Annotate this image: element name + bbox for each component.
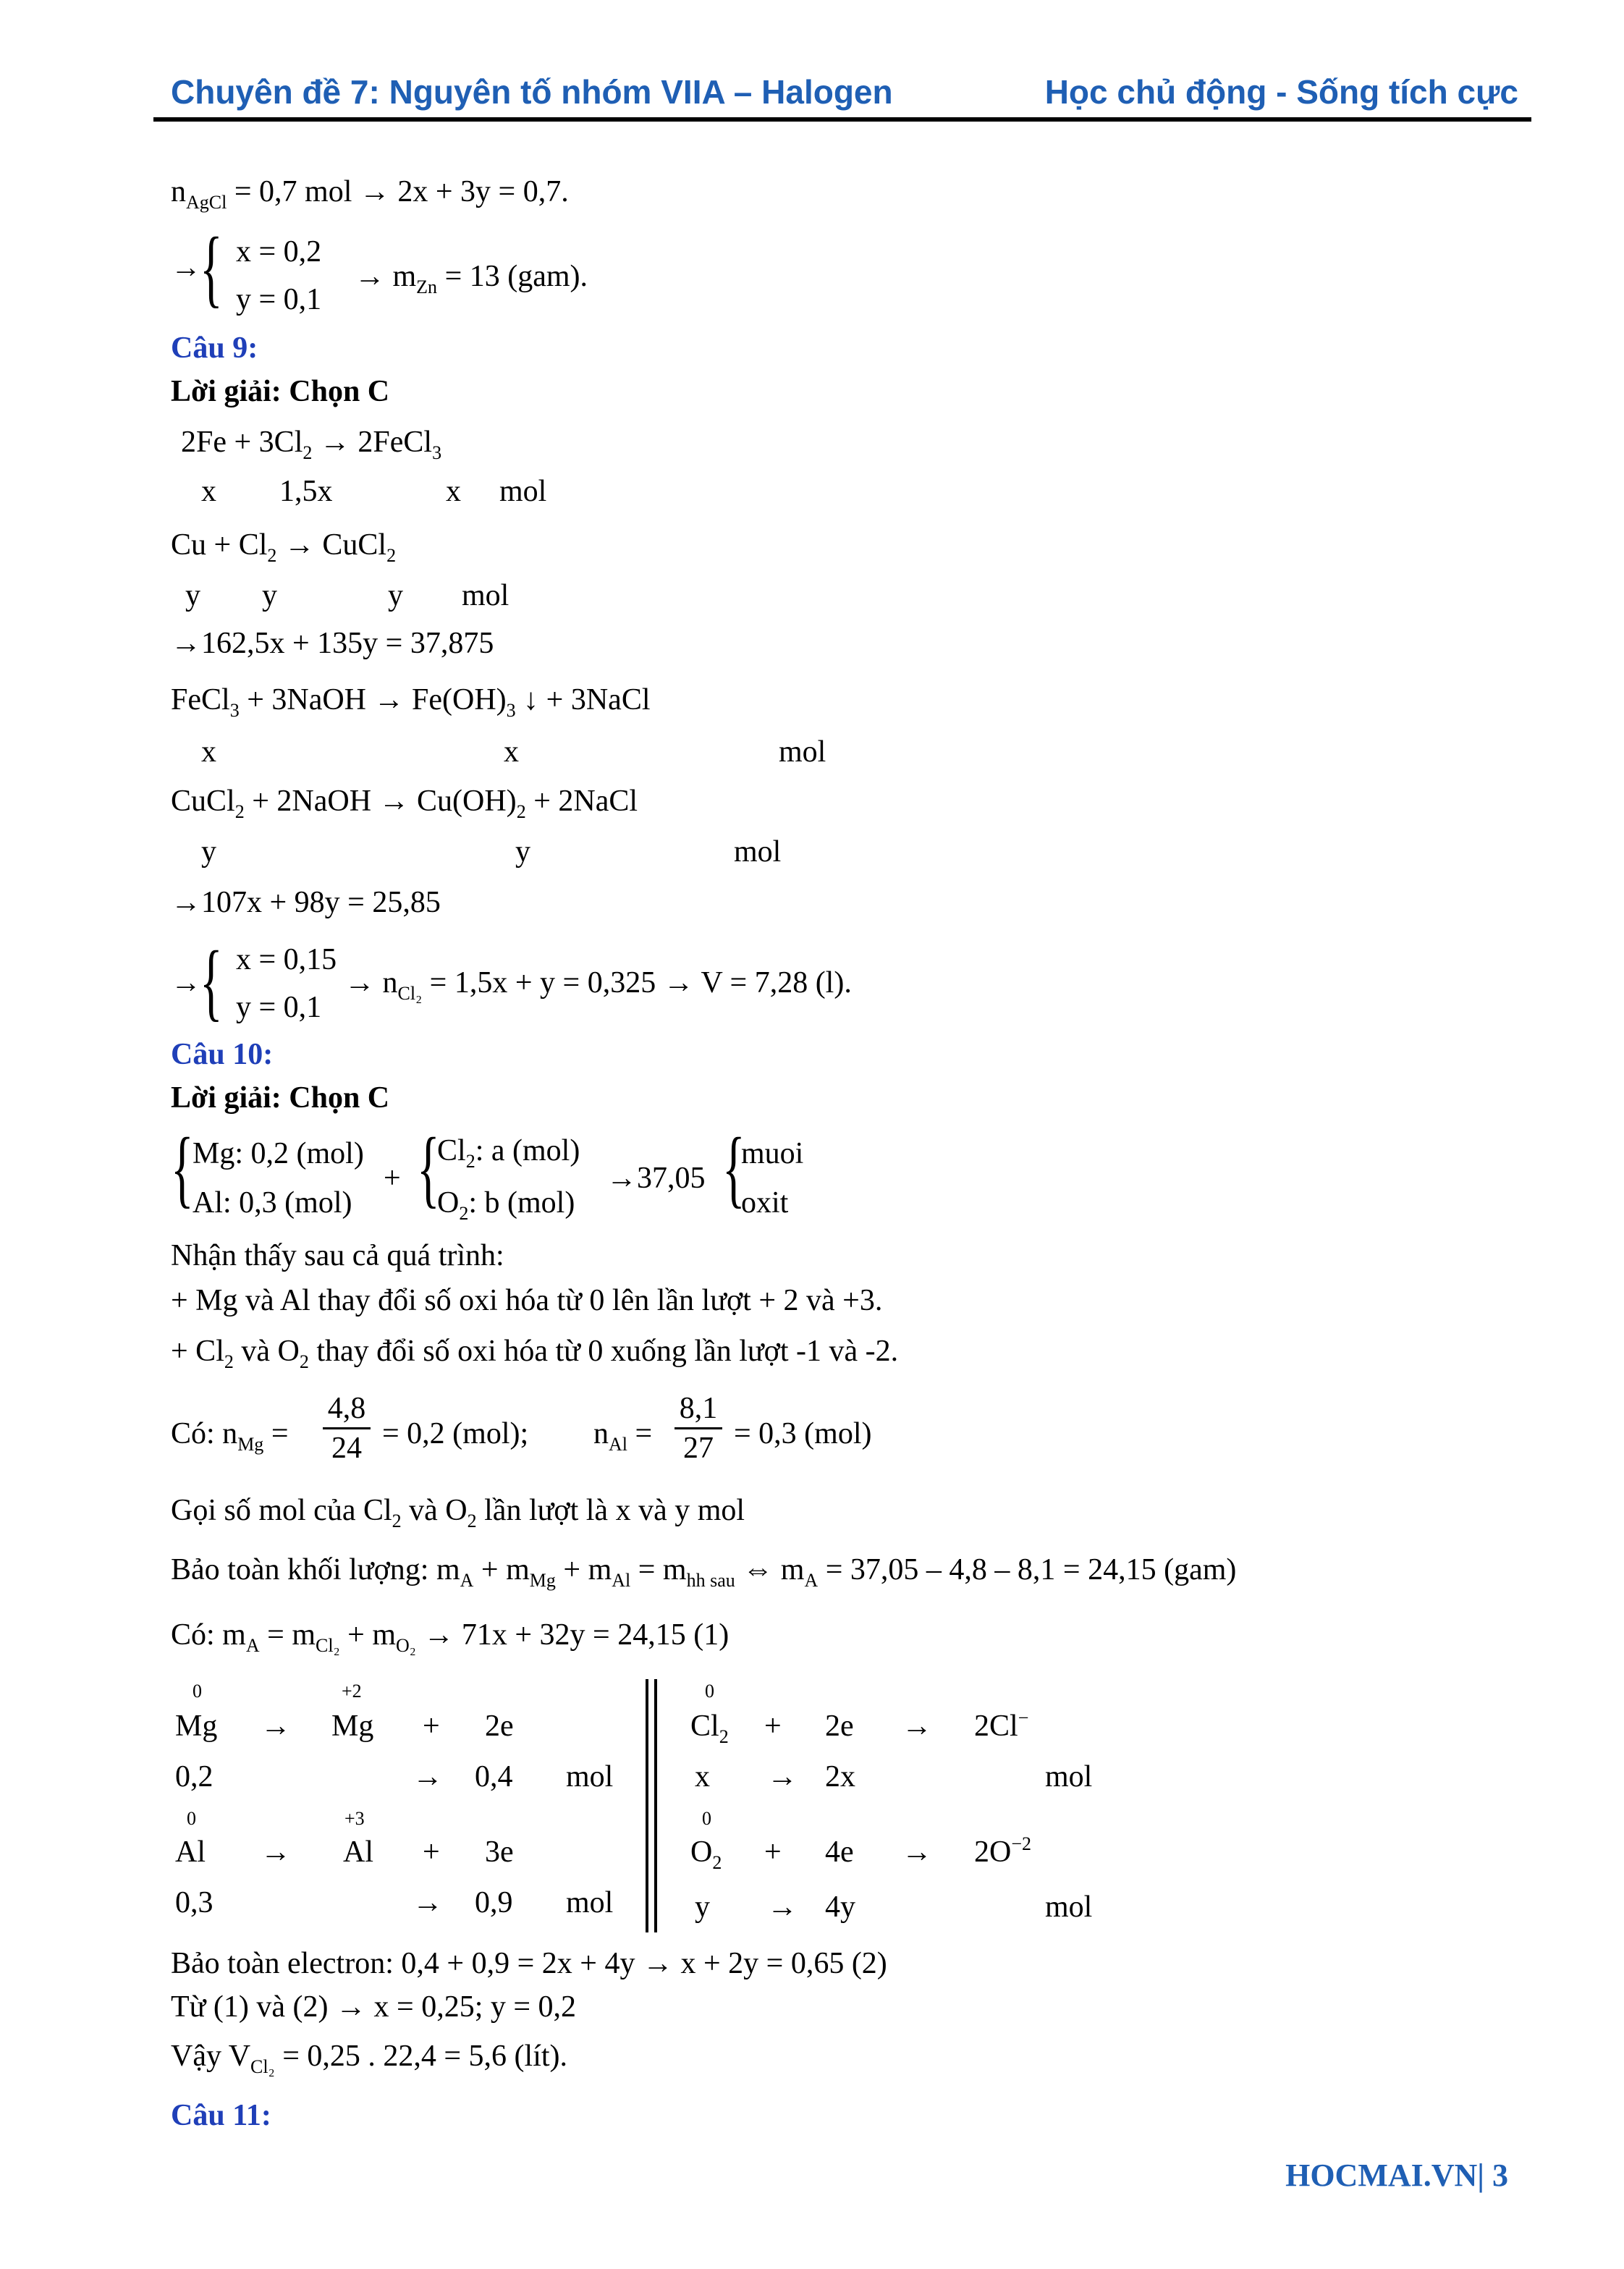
- q9-r1-x2: x: [446, 475, 461, 508]
- brace: {: [200, 219, 223, 316]
- plus: +: [764, 1835, 782, 1869]
- q9-r1-x: x: [201, 475, 216, 508]
- q10-mass: →37,05: [606, 1162, 706, 1195]
- ox-0: 0: [705, 1681, 714, 1702]
- q10-goi: Gọi số mol của $Cl_2$ và $O_2$ lần lượt là x và y mol: [171, 1494, 745, 1531]
- 3e: 3e: [485, 1835, 514, 1869]
- q10-mg: Mg: 0,2 (mol): [193, 1137, 364, 1170]
- ox-0: 0: [193, 1681, 202, 1702]
- q10-nal: $n_{Al}$ =: [593, 1417, 653, 1455]
- y: y: [695, 1890, 710, 1924]
- q10-bte: Bảo toàn electron: 0,4 + 0,9 = 2x + 4y → x + 2y = 0,65 (2): [171, 1947, 887, 1980]
- q10-note3: + $Cl_2$ và $O_2$ thay đổi số oxi hóa từ 0 xuống lần lượt -1 và -2.: [171, 1335, 899, 1372]
- brace: {: [417, 1120, 440, 1216]
- header-slogan: Học chủ động - Sống tích cực: [1044, 73, 1518, 111]
- arrow: →: [261, 1710, 291, 1743]
- q9-r4-mol: mol: [734, 835, 782, 869]
- arrow: →: [767, 1890, 798, 1924]
- arrow: →: [767, 1760, 798, 1793]
- q10-o2: $O_2$: b (mol): [437, 1186, 575, 1224]
- o2: $O_2$: [690, 1835, 722, 1873]
- q9-sum1: →162,5x + 135y = 37,875: [171, 627, 494, 660]
- q10-mg-val: = 0,2 (mol);: [382, 1417, 529, 1450]
- q9-sys-x: x = 0,15: [236, 943, 337, 976]
- q9-r2-y2: y: [262, 579, 277, 612]
- q10-tu: Từ (1) và (2) → x = 0,25; y = 0,2: [171, 1990, 577, 2024]
- frac-mg: 4,8 24: [323, 1390, 371, 1467]
- footer: HOCMAI.VN| 3: [1285, 2158, 1508, 2193]
- q10-btkl: Bảo toàn khối lượng: $m_A + m_{Mg} + m_{Al} = m_{hh sau}$ ⇔ $m_A = 37,05 - 4,8 - 8,1 = 24,15$ (gam): [171, 1553, 1237, 1591]
- q9-eq3: FeCl$_3$ + 3NaOH → $Fe(OH)_3$ ↓ + 3NaCl: [171, 683, 651, 721]
- q10-oxit: oxit: [741, 1186, 789, 1220]
- 4e: 4e: [825, 1835, 854, 1869]
- plus: +: [384, 1162, 401, 1195]
- q9-result: → $n_{Cl_2} = 1,5x + y = 0,325 \to V = 7,28$ (l).: [344, 966, 852, 1004]
- q10-muoi: muoi: [741, 1137, 804, 1170]
- q9-r2-y1: y: [185, 579, 200, 612]
- q9-r3-x2: x: [504, 735, 519, 769]
- plus: +: [423, 1835, 440, 1869]
- divider: [646, 1679, 648, 1932]
- arrow: →: [413, 1886, 443, 1919]
- brace: {: [200, 933, 223, 1029]
- q9-sum2: →107x + 98y = 25,85: [171, 886, 441, 919]
- q10-cl2: $Cl_2$: a (mol): [437, 1134, 580, 1172]
- q9-sys-y: y = 0,1: [236, 991, 322, 1024]
- header-title: Chuyên đề 7: Nguyên tố nhóm VIIA – Halogen: [171, 73, 893, 111]
- 2o: $2O^{-2}$: [974, 1833, 1032, 1869]
- q11-title: Câu 11:: [171, 2099, 271, 2132]
- arrow: →: [171, 251, 201, 284]
- mg: Mg: [175, 1710, 218, 1743]
- plus: +: [423, 1710, 440, 1743]
- mg2: Mg: [331, 1710, 374, 1743]
- mol: mol: [1045, 1890, 1093, 1924]
- q9-r2-mol: mol: [462, 579, 509, 612]
- mol: mol: [1045, 1760, 1093, 1793]
- q9-r1-15x: 1,5x: [279, 475, 333, 508]
- q9-r4-y2: y: [515, 835, 530, 869]
- 2cl: 2Cl−: [974, 1707, 1029, 1743]
- brace: {: [171, 1120, 194, 1216]
- arrow: →: [413, 1760, 443, 1793]
- q10-co1: Có: $n_{Mg}$ =: [171, 1417, 289, 1455]
- q9-r3-x1: x: [201, 735, 216, 769]
- q9-eq1: $2Fe + 3Cl_2$ → 2FeCl$_3$: [181, 426, 442, 463]
- ox-0: 0: [187, 1808, 196, 1829]
- v04: 0,4: [475, 1760, 513, 1793]
- q10-al-val: = 0,3 (mol): [734, 1417, 872, 1450]
- cl2: $Cl_2$: [690, 1710, 729, 1747]
- q10-note1: Nhận thấy sau cả quá trình:: [171, 1239, 504, 1272]
- mol: mol: [566, 1886, 614, 1919]
- arrow: →: [902, 1835, 932, 1869]
- q9-eq4: CuCl$_2$ + 2NaOH → $Cu(OH)_2$ + 2NaCl: [171, 785, 638, 822]
- 2e: 2e: [825, 1710, 854, 1743]
- q9-r2-y3: y: [388, 579, 403, 612]
- arrow: →: [171, 966, 201, 1000]
- q9-r3-mol: mol: [779, 735, 826, 769]
- arrow: →: [902, 1710, 932, 1743]
- divider: [654, 1679, 657, 1932]
- q9-answer: Lời giải: Chọn C: [171, 375, 390, 408]
- q10-al: Al: 0,3 (mol): [193, 1186, 352, 1220]
- ox-plus2: +2: [342, 1681, 362, 1702]
- mzn: → $m_{Zn} = 13$ (gam).: [355, 260, 588, 297]
- 4y: 4y: [825, 1890, 855, 1924]
- q10-vay: Vậy $V_{Cl_2} = 0,25$ . 22,4 = 5,6 (lít).: [171, 2040, 568, 2077]
- header-rule: [153, 117, 1531, 122]
- q9-title: Câu 9:: [171, 331, 258, 365]
- sys-y: y = 0,1: [236, 283, 322, 316]
- sys-x: x = 0,2: [236, 235, 322, 269]
- v03: 0,3: [175, 1886, 213, 1919]
- v02: 0,2: [175, 1760, 213, 1793]
- q9-eq2: $Cu + Cl_2$ → CuCl$_2$: [171, 528, 397, 566]
- 2x: 2x: [825, 1760, 855, 1793]
- q9-r4-y1: y: [201, 835, 216, 869]
- q10-answer: Lời giải: Chọn C: [171, 1081, 390, 1115]
- nagcl-line: $n_{AgCl} = 0,7$ mol → 2x + 3y = 0,7.: [171, 175, 569, 213]
- arrow: →: [261, 1835, 291, 1869]
- q10-title: Câu 10:: [171, 1038, 274, 1071]
- al2: Al: [343, 1835, 373, 1869]
- al: Al: [175, 1835, 206, 1869]
- frac-al: 8,1 27: [674, 1390, 722, 1467]
- x: x: [695, 1760, 710, 1793]
- ox-0: 0: [702, 1808, 711, 1829]
- plus: +: [764, 1710, 782, 1743]
- mol: mol: [566, 1760, 614, 1793]
- 2e: 2e: [485, 1710, 514, 1743]
- q9-r1-mol: mol: [499, 475, 547, 508]
- v09: 0,9: [475, 1886, 513, 1919]
- ox-plus3: +3: [344, 1808, 365, 1829]
- brace: {: [722, 1120, 745, 1216]
- q10-co2: Có: $m_A = m_{Cl_2} + m_{O_2} \to 71x + 32y = 24,15$ (1): [171, 1618, 729, 1656]
- q10-note2: + Mg và Al thay đổi số oxi hóa từ 0 lên lần lượt + 2 và +3.: [171, 1284, 883, 1317]
